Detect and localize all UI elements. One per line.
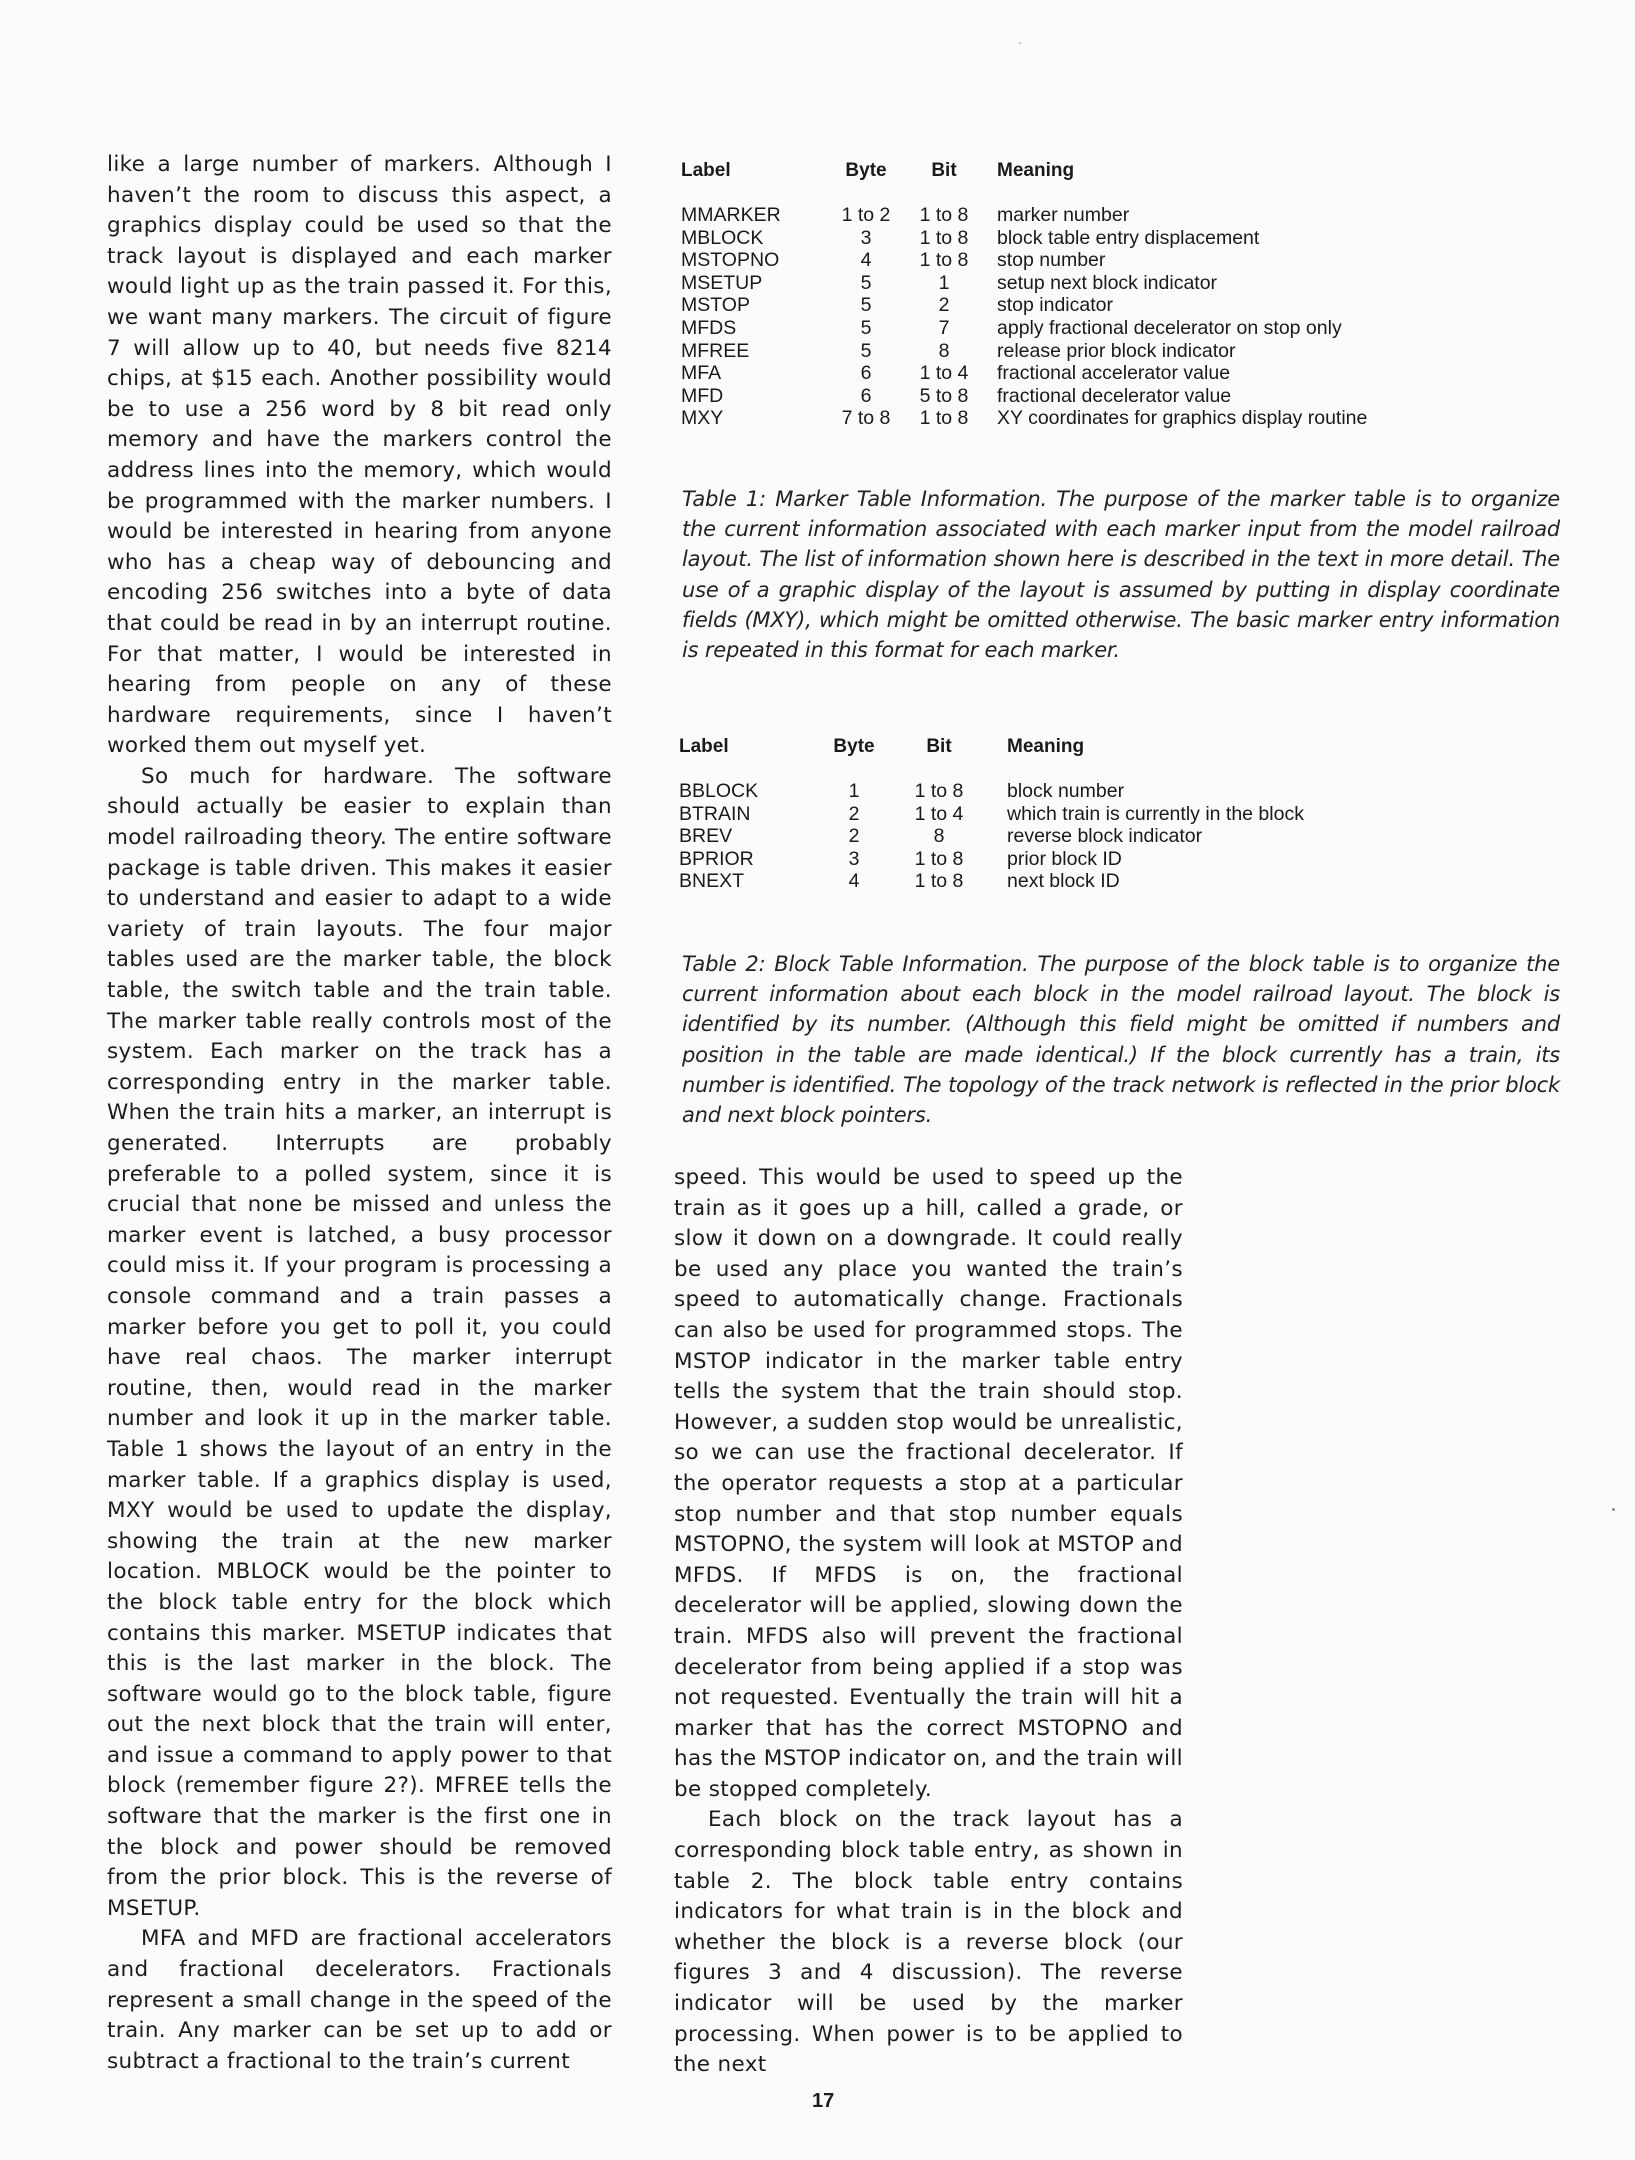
- table-row: [681, 362, 1367, 385]
- table-row: [679, 803, 1304, 826]
- table-row: [679, 825, 1304, 848]
- cell-meaning: fractional decelerator value: [997, 384, 1232, 407]
- column-header: Label: [679, 736, 729, 757]
- cell-meaning: reverse block indicator: [1007, 825, 1203, 848]
- cell-bit: 1 to 8: [919, 249, 969, 272]
- cell-label: BBLOCK: [679, 780, 759, 802]
- table-row: [679, 870, 1304, 893]
- cell-byte: 5: [860, 339, 872, 362]
- cell-meaning: stop indicator: [997, 294, 1113, 317]
- cell-label: MSETUP: [681, 271, 763, 294]
- paragraph: speed. This would be used to speed up the train as it goes up a hill, called a grade, or slow it down on a downgrade. It could really be used any place you wanted the train’s speed to automatically change. Fractionals can also be used for programmed stops. The MSTOP indicator in the marker table entry tells the system that the train should stop. However, a sudden stop would be unrealistic, so we can use the fractional decelerator. If the operator requests a stop at a particular stop number and that stop number equals MSTOPNO, the system will look at MSTOP and MFDS. If MFDS is on, the fractional decelerator will be applied, slowing down the train. MFDS also will prevent the fractional decelerator from being applied if a stop was not requested. Eventually the train will hit a marker that has the correct MSTOPNO and has the MSTOP indicator on, and the train will be stopped completely.: [674, 1165, 1183, 1802]
- cell-label: BPRIOR: [679, 847, 754, 870]
- cell-meaning: setup next block indicator: [997, 271, 1218, 294]
- cell-byte: 5: [860, 294, 872, 317]
- table-row: [681, 385, 1367, 408]
- cell-byte: 6: [860, 362, 872, 385]
- cell-byte: 3: [848, 847, 860, 870]
- cell-bit: 8: [938, 339, 950, 362]
- column-header: Byte: [833, 736, 875, 757]
- scan-speck: [1019, 42, 1021, 44]
- table1-caption: Table 1: Marker Table Information. The purpose of the marker table is to organize the current information associated with each marker input from the model railroad layout. The list of information shown here is described in the text in more detail. The use of a graphic display of the layout is assumed by putting in display coordinate fields (MXY), which might be omitted otherwise. The basic marker entry information is repeated in this format for each marker.: [682, 487, 1560, 663]
- cell-label: BNEXT: [679, 870, 745, 893]
- table-row: [681, 317, 1367, 340]
- cell-bit: 2: [938, 294, 950, 317]
- cell-label: MBLOCK: [681, 226, 764, 249]
- cell-label: MFREE: [681, 339, 750, 362]
- marker-table: [681, 160, 1367, 430]
- cell-bit: 1 to 8: [914, 847, 964, 870]
- column-header: Meaning: [1007, 736, 1085, 757]
- cell-label: BTRAIN: [679, 802, 751, 825]
- cell-byte: 5: [860, 271, 872, 294]
- cell-bit: 1 to 8: [914, 780, 964, 802]
- cell-byte: 5: [860, 316, 872, 339]
- table-row: [679, 848, 1304, 871]
- cell-label: MFDS: [681, 316, 737, 339]
- table-row: [679, 780, 1304, 803]
- table-row: [681, 407, 1367, 430]
- cell-meaning: stop number: [997, 249, 1106, 272]
- column-header: Byte: [845, 160, 887, 181]
- paragraph: like a large number of markers. Although I haven’t the room to discuss this aspect, a graphics display could be used so that the track layout is displayed and each marker would light up as the train passed it. For this, we want many markers. The circuit of figure 7 will allow up to 40, but needs five 8214 chips, at $15 each. Another possibility would be to use a 256 word by 8 bit read only memory and have the markers control the address lines into the memory, which would be programmed with the marker numbers. I would be interested in hearing from anyone who has a cheap way of debouncing and encoding 256 switches into a byte of data that could be read in by an interrupt routine. For that matter, I would be interested in hearing from people on any of these hardware requirements, since I haven’t worked them out myself yet.: [107, 152, 612, 759]
- cell-label: MMARKER: [681, 204, 781, 226]
- cell-byte: 1 to 2: [841, 204, 891, 226]
- cell-label: MXY: [681, 407, 724, 430]
- cell-label: BREV: [679, 825, 733, 848]
- cell-bit: 1 to 8: [919, 204, 969, 226]
- block-table: [679, 736, 1304, 893]
- cell-label: MSTOP: [681, 294, 750, 317]
- cell-meaning: next block ID: [1007, 870, 1120, 893]
- table-row: [681, 227, 1367, 250]
- table2-caption: Table 2: Block Table Information. The purpose of the block table is to organize the current information about each block in the model railroad layout. The block is identified by its number. (Although this field might be omitted if numbers and position in the table are made identical.) If the block currently has a train, its number is identified. The topology of the track network is reflected in the prior block and next block pointers.: [682, 952, 1560, 1128]
- cell-byte: 2: [848, 802, 860, 825]
- table-row: [681, 204, 1367, 227]
- table-row: [681, 340, 1367, 363]
- column-header: Bit: [926, 736, 952, 757]
- cell-byte: 4: [860, 249, 872, 272]
- middle-text-column: [674, 1163, 1183, 2081]
- page-number: 17: [812, 2090, 835, 2112]
- cell-bit: 1 to 8: [914, 870, 964, 893]
- cell-label: MSTOPNO: [681, 249, 780, 272]
- cell-meaning: release prior block indicator: [997, 339, 1236, 362]
- column-header: Meaning: [997, 160, 1075, 181]
- cell-byte: 3: [860, 226, 872, 249]
- cell-bit: 7: [938, 316, 950, 339]
- paragraph: So much for hardware. The software should actually be easier to explain than model railroading theory. The entire software package is table driven. This makes it easier to understand and easier to adapt to a wide variety of train layouts. The four major tables used are the marker table, the block table, the switch table and the train table. The marker table really controls most of the system. Each marker on the track has a corresponding entry in the marker table. When the train hits a marker, an interrupt is generated. Interrupts are probably preferable to a polled system, since it is crucial that none be missed and unless the marker event is latched, a busy processor could miss it. If your program is processing a console command and a train passes a marker before you get to poll it, you could have real chaos. The marker interrupt routine, then, would read in the marker number and look it up in the marker table. Table 1 shows the layout of an entry in the marker table. If a graphics display is used, MXY would be used to update the display, showing the train at the new marker location. MBLOCK would be the pointer to the block table entry for the block which contains this marker. MSETUP indicates that this is the last marker in the block. The software would go to the block table, figure out the next block that the train will enter, and issue a command to apply power to that block (remember figure 2?). MFREE tells the software that the marker is the first one in the block and power should be removed from the prior block. This is the reverse of MSETUP.: [107, 763, 612, 1921]
- cell-meaning: block number: [1007, 780, 1125, 802]
- cell-byte: 2: [848, 825, 860, 848]
- paragraph: Each block on the track layout has a corresponding block table entry, as shown in table 2. The block table entry contains indicators for what train is in the block and whether the block is a reverse block (our figures 3 and 4 discussion). The reverse indicator will be used by the marker processing. When power is to be applied to the next: [674, 1807, 1183, 2078]
- cell-meaning: fractional accelerator value: [997, 362, 1231, 385]
- cell-meaning: marker number: [997, 204, 1130, 226]
- cell-label: MFA: [681, 362, 722, 385]
- cell-bit: 1 to 4: [919, 362, 969, 385]
- cell-bit: 1: [938, 271, 950, 294]
- scan-speck: [1612, 1508, 1615, 1511]
- cell-bit: 5 to 8: [919, 384, 969, 407]
- cell-bit: 1 to 8: [919, 226, 969, 249]
- table-header-row: [681, 160, 1367, 204]
- cell-meaning: prior block ID: [1007, 847, 1122, 870]
- table-row: [681, 272, 1367, 295]
- cell-meaning: which train is currently in the block: [1007, 802, 1304, 825]
- cell-meaning: block table entry displacement: [997, 226, 1260, 249]
- cell-byte: 4: [848, 870, 860, 893]
- cell-meaning: XY coordinates for graphics display routine: [997, 407, 1368, 430]
- cell-byte: 7 to 8: [841, 407, 891, 430]
- paragraph: MFA and MFD are fractional accelerators and fractional decelerators. Fractionals represent a small change in the speed of the train. Any marker can be set up to add or subtract a fractional to the train’s current: [107, 1926, 612, 2074]
- cell-bit: 1 to 8: [919, 407, 969, 430]
- left-text-column: [107, 150, 612, 2077]
- column-header: Label: [681, 160, 731, 181]
- cell-byte: 1: [848, 780, 860, 802]
- table-header-row: [679, 736, 1304, 780]
- cell-byte: 6: [860, 384, 872, 407]
- cell-bit: 1 to 4: [914, 802, 964, 825]
- column-header: Bit: [931, 160, 957, 181]
- cell-bit: 8: [933, 825, 945, 848]
- table-row: [681, 294, 1367, 317]
- cell-meaning: apply fractional decelerator on stop only: [997, 316, 1342, 339]
- cell-label: MFD: [681, 384, 724, 407]
- table-row: [681, 249, 1367, 272]
